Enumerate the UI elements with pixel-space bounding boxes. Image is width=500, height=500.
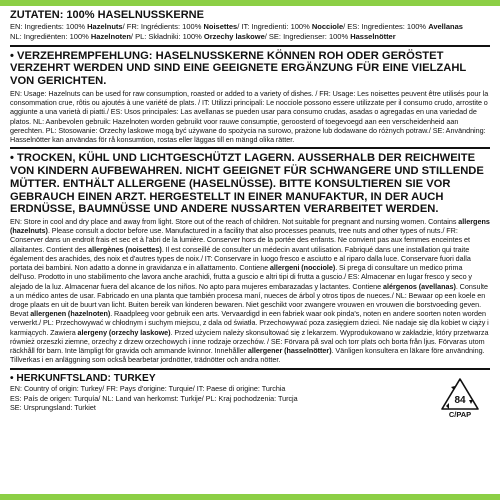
ingredients-line-1 — [10, 22, 490, 32]
highlighted-term: allergènes (noisettes) — [88, 244, 162, 254]
highlighted-term: allergeni (nocciole) — [269, 263, 336, 273]
ingredients-line-2 — [10, 32, 490, 42]
bottom-accent-bar — [0, 494, 500, 500]
top-accent-bar — [0, 0, 500, 6]
text-segment: . Si prega di consultare un medico prima dell'uso. Prodotto in uno stabilimento che lavora anche arachidi, frutta a guscio e altri tipi di frutta a guscio./ ES: Almacenar en lugar fresco y seco y alejado de la luz. Almacenar fuera del alcance de los niños. No apto para mujeres embarazadas y lactantes. Contiene — [10, 263, 473, 291]
text-segment: / PL: Składniki: 100% — [130, 31, 204, 41]
text-segment: . Please consult a doctor before use. Manufactured in a facility that also processes peanuts, tree nuts and other types of nuts./ FR: Conserver dans un endroit frais et sec et à l'abri de la lumière. Conserver hors de la portée des enfants. Ne convient pas aux femmes enceintes et allaitantes. Contient des — [10, 226, 471, 254]
text-segment: EN: Store in cool and dry place and away from light. Store out of the reach of children. Not suitable for pregnant and nursing women. Contains — [10, 217, 459, 227]
storage-text — [10, 217, 490, 365]
usage-heading: • VERZEHREMPFEHLUNG: HASELNUSSKERNE KÖNNEN ROH ODER GERÖSTET VERZEHRT WERDEN UND SIND EINE GEEIGNETE ERGÄNZUNG FÜR EINE VIELZAHL VON GERICHTEN. — [10, 49, 467, 88]
origin-section — [10, 372, 490, 418]
origin-translations — [10, 384, 430, 413]
ingredients-translations — [10, 22, 490, 42]
highlighted-term: allergenen (hazelnoten) — [30, 309, 111, 319]
text-segment: NL: Ingrediënten: 100% — [10, 31, 91, 41]
usage-text: EN: Usage: Hazelnuts can be used for raw consumption, roasted or added to a variety of dishes. / FR: Usage: Les noisettes peuvent être utilisés pour la consommation crue, rôtis ou ajoutés à une variété de plats. / IT: Utilizzi principali: Le nocciole possono essere utilizzate per il consumo crudo, arrostite o aggiunte a una varietà di piatti./ ES: Usos principales: Las avellanas se pueden usar para consumo crudas, asadas o agregadas en una variedad de platos. NL: Aanbevolen gebruik: Hazelnoten worden gebruikt voor rauwe consumptie, geroosterd of toegevoegd aan een verscheidenheid aan gerechten. PL: Stosowanie: Orzechy laskowe mogą być używane do spożycia na surowo, prażone lub dodawane do różnych potraw./ SE: Användning: Hasselnötter kan användas för rå konsumtion, rostas eller läggas till en mängd olika rätter. — [10, 88, 489, 144]
text-segment: / FR: Ingrédients: 100% — [122, 22, 204, 32]
highlighted-term: Hasselnötter — [350, 31, 396, 41]
ingredients-section — [10, 9, 490, 42]
recycling-code: C/PAP — [448, 409, 472, 418]
text-segment: . Il est conseillé de consulter un médecin avant utilisation. Fabriqué dans une installation qui traite également des arachides, des noix et d'autres types de noix./ IT: Conservare in luogo fresco e asciutto e al riparo dalla luce. Conservare fuori dalla portata dei bambini. Non adatto a donne in gravidanza e in allattamento. Contiene — [10, 244, 471, 273]
origin-heading: • HERKUNFTSLAND: TURKEY — [10, 372, 156, 384]
highlighted-term: Hazelnuts — [87, 22, 123, 32]
text-segment: . Raadpleeg voor gebruik een arts. Vervaardigd in een fabriek waar ook pinda's, noten en andere soorten noten worden verwerkt./ PL: Przechowywać w chłodnym i suchym miejscu, z dala od światła. Przechowywać poza zasięgiem dzieci. Nie nadaje się dla kobiet w ciąży i karmiących. Zawiera — [10, 309, 489, 337]
label-content — [10, 9, 490, 416]
highlighted-term: allergens (hazelnuts) — [10, 217, 490, 236]
highlighted-term: alergeny (orzechy laskowe) — [77, 327, 171, 337]
storage-section — [10, 152, 490, 364]
text-segment: . Przed użyciem należy skonsultować się z lekarzem. Wyprodukowano w zakładzie, który przetwarza również orzeszki ziemne, orzechy z drzew orzechowych i inne rodzaje orzechów. / SE: Förvara på sval och torr plats och borta från ljus. Förvaras utom räckhåll för barn. Inte lämpligt för gravida och ammande kvinnor. Innehåller — [10, 327, 489, 356]
highlighted-term: Hazelnoten — [90, 31, 131, 41]
origin-line-3: SE: Ursprungsland: Turkiet — [10, 403, 96, 413]
text-segment: / SE: Ingredienser: 100% — [264, 31, 351, 41]
text-segment: . Vänligen konsultera en läkare före användning. Tillverkas i en anläggning som också bearbetar jordnötter, trädnötter och andra nötter. — [10, 346, 485, 365]
highlighted-term: Noisettes — [203, 22, 238, 32]
text-segment: EN: Ingredients: 100% — [10, 22, 88, 32]
storage-heading: • TROCKEN, KÜHL UND LICHTGESCHÜTZT LAGERN. AUSSERHALB DER REICHWEITE VON KINDERN AUFBEWAHREN. NICHT GEEIGNET FÜR SCHWANGERE UND STILLENDE MÜTTER. ENTHÄLT ALLERGENE (HASELNÜSSE). BITTE KONSULTIEREN SIE VOR GEBRAUCH EINEN ARZT. HERGESTELLT IN EINER MANUFAKTUR, IN DER AUCH ERDNÜSSE, BAUMNÜSSE UND ANDERE NUSSARTEN VERARBEITET WERDEN. — [10, 152, 484, 216]
highlighted-term: Avellanas — [428, 22, 463, 32]
text-segment: / ES: Ingredientes: 100% — [343, 22, 429, 32]
text-segment: . Consulte a un médico antes de usar. Fabricado en una planta que también procesa maní, nueces de árbol y otros tipos de nueces./ NL: Bewaar op een koele en droge plaats en uit de buurt van licht. Buiten bereik van kinderen bewaren. Niet geschikt voor zwangere vrouwen en vrouwen die borstvoeding geven. Bevat — [10, 281, 489, 319]
highlighted-term: Orzechy laskowe — [203, 31, 265, 41]
divider — [10, 368, 490, 370]
origin-line-1: EN: Country of origin: Turkey/ FR: Pays d'origine: Turquie/ IT: Paese di origine: Turchia — [10, 384, 286, 394]
divider — [10, 45, 490, 47]
divider — [10, 147, 490, 149]
text-segment: / IT: Ingredienti: 100% — [237, 22, 312, 32]
ingredients-title: ZUTATEN: 100% HASELNUSSKERNE — [10, 9, 204, 21]
usage-section — [10, 50, 490, 145]
origin-line-2: ES: País de origen: Turquía/ NL: Land van herkomst: Turkije/ PL: Kraj pochodzenia: Turcja — [10, 393, 298, 403]
recycling-symbol-icon — [438, 376, 482, 418]
recycling-number: 84 — [454, 394, 466, 406]
highlighted-term: alérgenos (avellanas) — [382, 281, 456, 291]
highlighted-term: Nocciole — [311, 22, 344, 32]
highlighted-term: allergener (hasselnötter) — [247, 346, 332, 356]
